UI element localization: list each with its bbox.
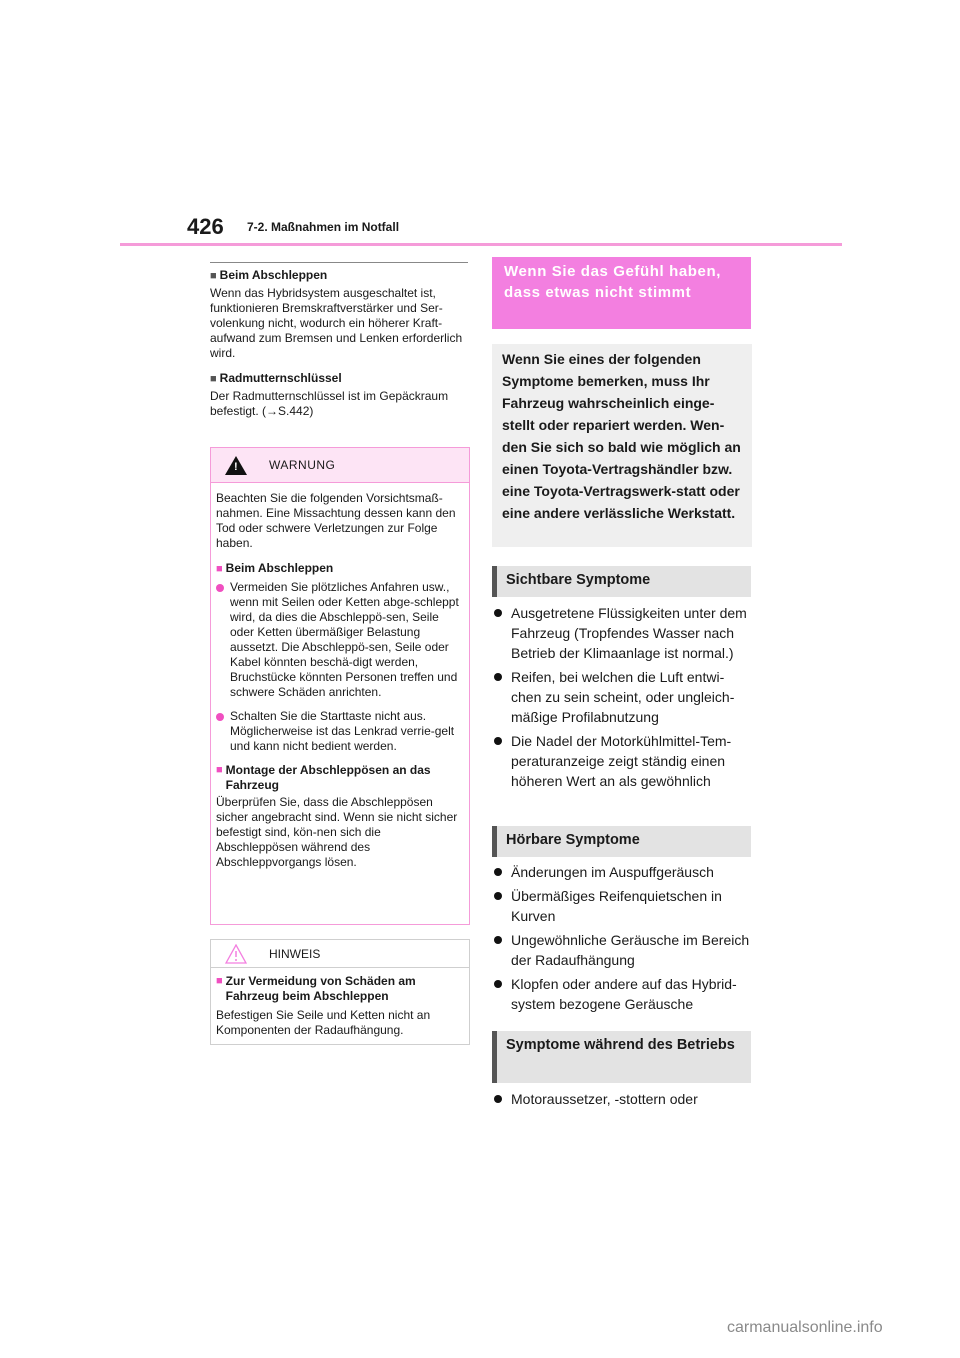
list-item: Ungewöhnliche Geräusche im Bereich der Radaufhängung [492,930,752,970]
warning-title: WARNUNG [269,458,336,472]
section-banner [492,257,751,329]
hint-header [211,940,469,968]
list-item: Die Nadel der Motorkühlmittel-Tem-peraturanzeige zeigt ständig einen höheren Wert an als gewöhnlich [492,731,752,791]
hint-text: Befestigen Sie Seile und Ketten nicht an Komponenten der Radaufhängung. [216,1008,431,1037]
list-item: Ausgetretene Flüssigkeiten unter dem Fahrzeug (Tropfendes Wasser nach Betrieb der Klimaanlage ist normal.) [492,603,752,663]
bullet-dot-icon [494,980,502,988]
page-number: 426 [187,214,224,239]
bullet-dot-icon [494,892,502,900]
warning-box [210,447,470,925]
square-bullet-icon: ■ [210,270,217,282]
bullet-dot-icon [494,609,502,617]
warning-content [211,483,469,870]
warning-bullet: Schalten Sie die Starttaste nicht aus. Möglicherweise ist das Lenkrad verrie-gelt und kann nicht bedient werden. [216,709,463,754]
hint-content [211,968,469,1038]
list-item: Änderungen im Auspuffgeräusch [492,862,752,882]
hint-box [210,939,470,1045]
towing-text: Wenn das Hybridsystem ausgeschaltet ist, funktionieren Bremskraftverstärker und Ser-volenkung nicht, wodurch ein höherer Kraft-aufwand zum Bremsen und Lenken erforderlich wird. [210,286,463,360]
section-title: 7-2. Maßnahmen im Notfall [247,220,400,234]
operation-symptoms-heading: Symptome während des Betriebs [492,1031,751,1083]
warning-mount-text: Überprüfen Sie, dass die Abschleppösen sicher angebracht sind. Wenn sie nicht sicher befestigt sind, kön-nen sich die Abschleppösen während des Abschleppvorgangs lösen. [216,795,458,869]
warning-mount-heading: ■ Montage der Abschleppösen an das Fahrzeug [216,763,431,792]
bullet-dot-icon [494,868,502,876]
warning-triangle-icon: ! [225,456,247,475]
caution-triangle-icon [225,944,247,964]
watermark: carmanualsonline.info [727,1319,883,1336]
info-box [492,344,752,547]
towing-heading: ■ Beim Abschleppen [210,268,328,282]
list-item: Klopfen oder andere auf das Hybrid-system bezogene Geräusche [492,974,752,1014]
square-bullet-icon: ■ [216,563,223,575]
operation-symptoms-list [492,1089,752,1113]
bullet-dot-icon [216,713,224,721]
wrench-heading: ■ Radmutternschlüssel [210,371,342,385]
warning-bullet: Vermeiden Sie plötzliches Anfahren usw., wenn mit Seilen oder Ketten abge-schleppt wird, da dies die Abschleppö-sen, Seile oder Ketten übermäßiger Belastung aussetzt. Die Abschleppö-sen, Seile oder Kabel könnten beschä-digt werden, Bruchstücke könnten Personen treffen und schwere Schäden anrichten. [216,580,463,700]
bullet-dot-icon [494,1095,502,1103]
square-bullet-icon: ■ [216,764,223,776]
warning-towing-heading: ■ Beim Abschleppen [216,561,334,575]
hint-subheading: ■ Zur Vermeidung von Schäden am Fahrzeug beim Abschleppen [216,974,416,1003]
left-column [210,262,468,419]
warning-intro: Beachten Sie die folgenden Vorsichtsmaß-nahmen. Eine Missachtung dessen kann den Tod oder schwere Verletzungen zur Folge haben. [216,491,456,550]
square-bullet-icon: ■ [210,373,217,385]
list-item: Übermäßiges Reifenquietschen in Kurven [492,886,752,926]
bullet-dot-icon [494,673,502,681]
hint-title: HINWEIS [269,946,321,961]
info-text: Wenn Sie eines der folgenden Symptome bemerken, muss Ihr Fahrzeug wahrscheinlich einge-stellt oder repariert werden. Wen-den Sie sich so bald wie möglich an einen Toyota-Vertragshändler bzw. eine Toyota-Vertragswerk-statt oder eine andere verlässliche Werkstatt. [502,351,741,521]
warning-header [211,448,469,483]
bullet-dot-icon [494,936,502,944]
list-item: Reifen, bei welchen die Luft entwi-chen zu sein scheint, oder ungleich-mäßige Profilabnutzung [492,667,752,727]
visible-symptoms-heading: Sichtbare Symptome [492,566,751,597]
list-item: Motoraussetzer, -stottern oder [492,1089,752,1109]
square-bullet-icon: ■ [216,975,223,987]
visible-symptoms-list [492,603,752,795]
wrench-text: Der Radmutternschlüssel ist im Gepäckraum befestigt. (→S.442) [210,389,449,418]
banner-title: Wenn Sie das Gefühl haben, dass etwas nicht stimmt [504,263,722,301]
audible-symptoms-heading: Hörbare Symptome [492,826,751,857]
bullet-dot-icon [216,584,224,592]
header-rule [120,243,842,246]
bullet-dot-icon [494,737,502,745]
audible-symptoms-list [492,862,752,1018]
